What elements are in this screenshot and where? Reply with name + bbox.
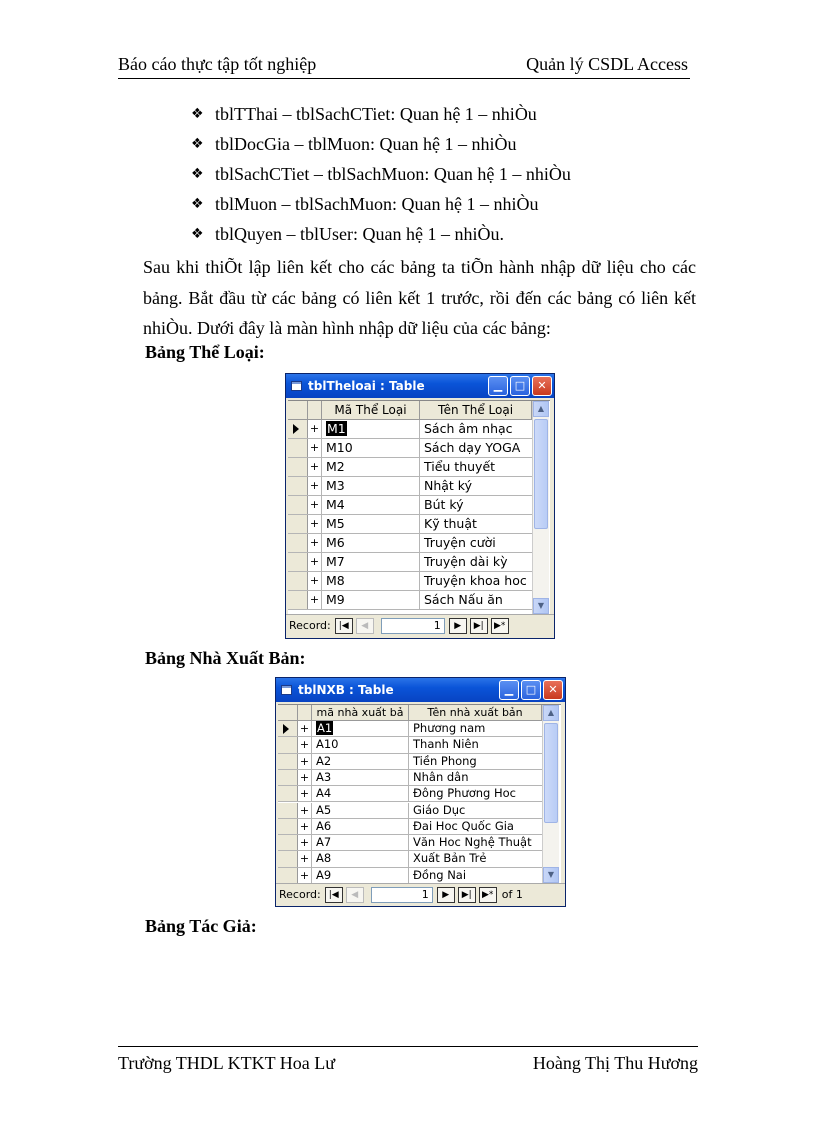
expand-icon[interactable]: +: [308, 515, 322, 533]
scroll-up-icon[interactable]: ▲: [543, 705, 559, 721]
table-cell[interactable]: [420, 591, 532, 609]
row-selector[interactable]: [278, 786, 298, 801]
expand-icon[interactable]: +: [308, 553, 322, 571]
cell-text: Tiền Phong: [413, 753, 477, 768]
page-header: [118, 54, 690, 79]
expand-icon[interactable]: +: [298, 721, 312, 736]
close-icon[interactable]: ✕: [543, 680, 563, 700]
heading-theloai: Bảng Thể Loại:: [145, 342, 265, 362]
cell-text: Tiểu thuyết: [424, 459, 496, 474]
expand-icon[interactable]: +: [298, 770, 312, 785]
minimize-icon[interactable]: ▁: [499, 680, 519, 700]
cell-text: Truyện khoa hoc: [424, 573, 527, 588]
table-cell[interactable]: [322, 534, 420, 552]
table-cell[interactable]: [312, 835, 409, 850]
record-number-input[interactable]: 1: [381, 618, 445, 634]
window-titlebar[interactable]: [276, 678, 565, 702]
cell-text: Nhân dân: [413, 769, 469, 784]
scroll-up-icon[interactable]: ▲: [533, 401, 549, 417]
cell-text: A5: [316, 802, 332, 817]
cell-text: M4: [326, 497, 345, 512]
cell-text: M6: [326, 535, 345, 550]
new-record-icon[interactable]: ▶*: [491, 618, 509, 634]
cell-text: A7: [316, 835, 332, 850]
expand-icon[interactable]: +: [308, 477, 322, 495]
cell-text: A9: [316, 867, 332, 882]
footer-right: Hoàng Thị Thu Hương: [532, 1053, 698, 1073]
table-cell[interactable]: [409, 803, 542, 818]
table-cell[interactable]: [420, 439, 532, 457]
footer-left: Trường THDL KTKT Hoa Lư: [118, 1053, 336, 1073]
list-item: ❖ tblTThai – tblSachCTiet: Quan hệ 1 – nhiÒu: [191, 104, 537, 124]
table-cell[interactable]: [312, 786, 409, 801]
expand-icon[interactable]: +: [308, 420, 322, 438]
table-row[interactable]: [288, 496, 532, 515]
expand-icon[interactable]: +: [298, 835, 312, 850]
table-icon: [291, 381, 302, 391]
table-cell[interactable]: [409, 851, 542, 866]
table-window-theloai[interactable]: [285, 373, 555, 639]
cell-text: M8: [326, 573, 345, 588]
cell-text: A4: [316, 786, 332, 801]
cell-text: A2: [316, 753, 332, 768]
table-cell[interactable]: [312, 803, 409, 818]
expand-header: [298, 705, 312, 721]
row-selector[interactable]: [288, 534, 308, 552]
table-cell[interactable]: [312, 819, 409, 834]
row-selector[interactable]: [288, 496, 308, 514]
cell-text: Xuất Bản Trẻ: [413, 851, 487, 866]
table-cell[interactable]: [322, 458, 420, 476]
row-selector[interactable]: [288, 572, 308, 590]
first-record-icon[interactable]: |◀: [325, 887, 343, 903]
table-cell[interactable]: [312, 851, 409, 866]
maximize-icon[interactable]: □: [521, 680, 541, 700]
next-record-icon[interactable]: ▶: [437, 887, 455, 903]
table-row[interactable]: [278, 835, 542, 851]
table-row[interactable]: [288, 477, 532, 496]
row-selector[interactable]: [278, 851, 298, 866]
cell-text: M9: [326, 592, 345, 607]
expand-header: [308, 401, 322, 420]
header-right: Quản lý CSDL Access: [526, 54, 688, 74]
cell-text: A8: [316, 851, 332, 866]
table-cell[interactable]: [409, 819, 542, 834]
expand-icon[interactable]: +: [298, 868, 312, 883]
table-window-nxb[interactable]: [275, 677, 566, 907]
row-selector-header: [288, 401, 308, 420]
last-record-icon[interactable]: ▶|: [470, 618, 488, 634]
table-cell[interactable]: [312, 770, 409, 785]
header-left: Báo cáo thực tập tốt nghiệp: [118, 54, 317, 74]
expand-icon[interactable]: +: [308, 439, 322, 457]
cell-text: Sách dạy YOGA: [424, 440, 521, 455]
row-selector[interactable]: [288, 458, 308, 476]
column-header[interactable]: Tên nhà xuất bản: [409, 705, 542, 721]
table-row[interactable]: [278, 819, 542, 835]
table-cell[interactable]: [420, 553, 532, 571]
table-cell[interactable]: [420, 572, 532, 590]
record-label: Record:: [279, 888, 321, 901]
maximize-icon[interactable]: □: [510, 376, 530, 396]
cell-text: Đai Hoc Quốc Gia: [413, 818, 514, 833]
expand-icon[interactable]: +: [298, 819, 312, 834]
table-row[interactable]: [288, 439, 532, 458]
cell-text: Thanh Niên: [413, 737, 479, 752]
cell-text: M1: [327, 421, 346, 436]
expand-icon[interactable]: +: [308, 496, 322, 514]
cell-text: Bút ký: [424, 497, 464, 512]
expand-icon[interactable]: +: [298, 754, 312, 769]
table-row[interactable]: [278, 786, 542, 802]
list-item: ❖ tblQuyen – tblUser: Quan hệ 1 – nhiÒu.: [191, 224, 504, 244]
table-cell[interactable]: [322, 572, 420, 590]
record-navigator: [276, 883, 565, 905]
cell-text: M10: [326, 440, 353, 455]
table-cell[interactable]: [409, 721, 542, 736]
table-row[interactable]: [288, 458, 532, 477]
cell-text: Kỹ thuật: [424, 516, 477, 531]
datasheet-grid[interactable]: [288, 400, 550, 614]
table-cell[interactable]: [420, 534, 532, 552]
record-navigator: [286, 614, 554, 636]
row-selector[interactable]: [288, 591, 308, 609]
window-titlebar[interactable]: [286, 374, 554, 398]
current-record-icon: [283, 724, 289, 734]
table-row[interactable]: [288, 591, 532, 610]
next-record-icon[interactable]: ▶: [449, 618, 467, 634]
table-row[interactable]: [288, 553, 532, 572]
cell-text: Sách Nấu ăn: [424, 592, 503, 607]
list-item: ❖ tblDocGia – tblMuon: Quan hệ 1 – nhiÒu: [191, 134, 517, 154]
table-cell[interactable]: [420, 458, 532, 476]
table-cell[interactable]: [420, 477, 532, 495]
cell-text: M7: [326, 554, 345, 569]
table-cell[interactable]: [322, 496, 420, 514]
row-selector[interactable]: [278, 754, 298, 769]
cell-text: Đông Phương Hoc: [413, 786, 516, 801]
record-label: Record:: [289, 619, 331, 632]
table-cell[interactable]: [312, 721, 409, 736]
cell-text: Văn Hoc Nghệ Thuật: [413, 835, 532, 850]
window-title: tblTheloai : Table: [308, 379, 425, 393]
diamond-bullet-icon: ❖: [191, 196, 204, 212]
table-cell[interactable]: [409, 770, 542, 785]
expand-icon[interactable]: +: [308, 458, 322, 476]
column-header[interactable]: Mã Thể Loại: [322, 401, 420, 420]
table-row[interactable]: [288, 572, 532, 591]
row-selector[interactable]: [288, 553, 308, 571]
table-row[interactable]: [278, 737, 542, 753]
table-cell[interactable]: [420, 515, 532, 533]
expand-icon[interactable]: +: [298, 851, 312, 866]
table-cell[interactable]: [420, 420, 532, 438]
cell-text: Đồng Nai: [413, 867, 467, 882]
body-paragraph: Sau khi thiÕt lập liên kết cho các bảng ta tiÕn hành nhập dữ liệu cho các bảng. Bắt đầu từ các bảng có liên kết 1 trước, rồi đến các bảng có liên kết nhiÒu. Dưới đây là màn hình nhập dữ liệu của các bảng:: [143, 257, 696, 338]
table-cell[interactable]: [322, 439, 420, 457]
table-cell[interactable]: [322, 553, 420, 571]
record-number-input[interactable]: 1: [371, 887, 433, 903]
diamond-bullet-icon: ❖: [191, 166, 204, 182]
table-cell[interactable]: [322, 515, 420, 533]
row-selector[interactable]: [278, 770, 298, 785]
heading-tacgia: Bảng Tác Giả:: [145, 916, 257, 936]
table-cell[interactable]: [322, 420, 420, 438]
table-cell[interactable]: [312, 868, 409, 883]
new-record-icon[interactable]: ▶*: [479, 887, 497, 903]
table-cell[interactable]: [420, 496, 532, 514]
table-row[interactable]: [288, 420, 532, 439]
first-record-icon[interactable]: |◀: [335, 618, 353, 634]
table-cell[interactable]: [312, 737, 409, 752]
expand-icon[interactable]: +: [298, 786, 312, 801]
vertical-scrollbar[interactable]: [542, 705, 559, 883]
row-selector[interactable]: [278, 835, 298, 850]
scroll-down-icon[interactable]: ▼: [543, 867, 559, 883]
last-record-icon[interactable]: ▶|: [458, 887, 476, 903]
table-row[interactable]: [278, 721, 542, 737]
cell-text: Nhật ký: [424, 478, 472, 493]
column-header[interactable]: Tên Thể Loại: [420, 401, 532, 420]
table-cell[interactable]: [409, 754, 542, 769]
diamond-bullet-icon: ❖: [191, 226, 204, 242]
list-item: ❖ tblSachCTiet – tblSachMuon: Quan hệ 1 – nhiÒu: [191, 164, 571, 184]
column-header[interactable]: mã nhà xuất bả: [312, 705, 409, 721]
row-selector[interactable]: [278, 819, 298, 834]
cell-text: Giáo Dục: [413, 802, 466, 817]
row-selector[interactable]: [288, 439, 308, 457]
list-item: ❖ tblMuon – tblSachMuon: Quan hệ 1 – nhiÒu: [191, 194, 539, 214]
diamond-bullet-icon: ❖: [191, 106, 204, 122]
scroll-down-icon[interactable]: ▼: [533, 598, 549, 614]
table-row[interactable]: [278, 770, 542, 786]
row-selector[interactable]: [288, 477, 308, 495]
cell-text: Sách âm nhạc: [424, 421, 513, 436]
table-cell[interactable]: [409, 868, 542, 883]
cell-text: M3: [326, 478, 345, 493]
row-selector[interactable]: [278, 803, 298, 818]
table-row[interactable]: [278, 851, 542, 867]
expand-icon[interactable]: +: [308, 591, 322, 609]
table-cell[interactable]: [322, 477, 420, 495]
table-cell[interactable]: [409, 786, 542, 801]
cell-text: Truyện dài kỳ: [424, 554, 508, 569]
relationship-list: [191, 104, 571, 254]
table-icon: [281, 685, 292, 695]
datasheet-grid[interactable]: [278, 704, 561, 883]
previous-record-icon[interactable]: ◀: [346, 887, 364, 903]
table-row[interactable]: [288, 534, 532, 553]
window-title: tblNXB : Table: [298, 683, 394, 697]
table-row[interactable]: [288, 515, 532, 534]
table-cell[interactable]: [409, 835, 542, 850]
heading-nxb: Bảng Nhà Xuất Bản:: [145, 648, 306, 668]
row-selector[interactable]: [278, 721, 298, 736]
page-footer: [118, 1046, 698, 1074]
row-selector-header: [278, 705, 298, 721]
record-count: of 1: [501, 888, 523, 901]
cell-text: M5: [326, 516, 345, 531]
minimize-icon[interactable]: ▁: [488, 376, 508, 396]
expand-icon[interactable]: +: [308, 572, 322, 590]
table-cell[interactable]: [312, 754, 409, 769]
current-record-icon: [293, 424, 299, 434]
row-selector[interactable]: [278, 737, 298, 752]
table-cell[interactable]: [322, 591, 420, 609]
previous-record-icon[interactable]: ◀: [356, 618, 374, 634]
table-cell[interactable]: [409, 737, 542, 752]
expand-icon[interactable]: +: [308, 534, 322, 552]
table-row[interactable]: [278, 868, 542, 884]
row-selector[interactable]: [278, 868, 298, 883]
table-row[interactable]: [278, 754, 542, 770]
scroll-thumb[interactable]: [534, 419, 548, 529]
scroll-thumb[interactable]: [544, 723, 558, 823]
row-selector[interactable]: [288, 515, 308, 533]
vertical-scrollbar[interactable]: [532, 401, 549, 614]
expand-icon[interactable]: +: [298, 737, 312, 752]
table-row[interactable]: [278, 803, 542, 819]
row-selector[interactable]: [288, 420, 308, 438]
diamond-bullet-icon: ❖: [191, 136, 204, 152]
cell-text: A6: [316, 818, 332, 833]
cell-text: M2: [326, 459, 345, 474]
close-icon[interactable]: ✕: [532, 376, 552, 396]
expand-icon[interactable]: +: [298, 803, 312, 818]
cell-text: A3: [316, 769, 332, 784]
cell-text: Truyện cười: [424, 535, 496, 550]
cell-text: A1: [317, 721, 333, 735]
cell-text: A10: [316, 737, 339, 752]
cell-text: Phương nam: [413, 721, 486, 735]
